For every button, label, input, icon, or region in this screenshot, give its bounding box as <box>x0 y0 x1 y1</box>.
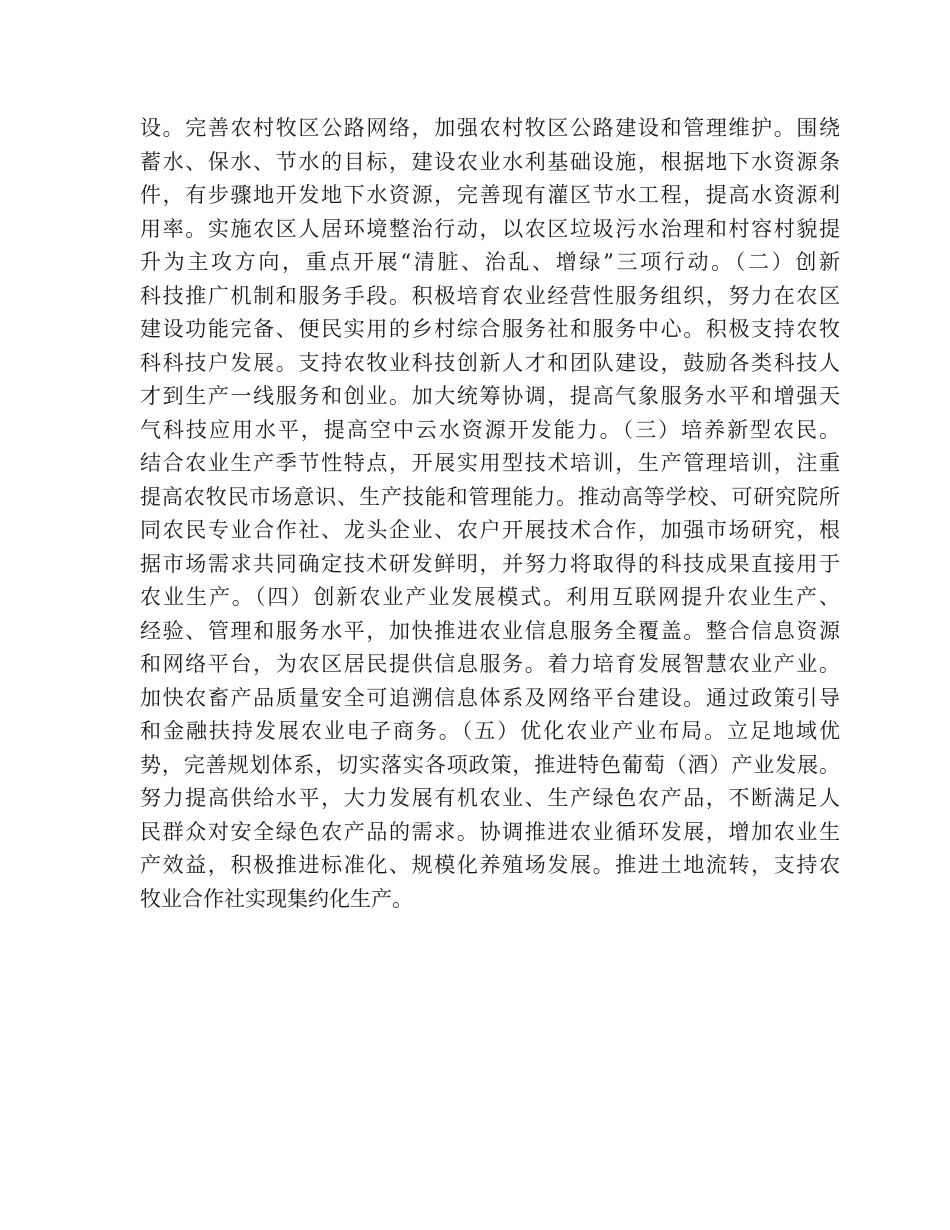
text-line: 努力提高供给水平，大力发展有机农业、生产绿色农产品，不断满足人 <box>140 786 840 810</box>
text-line: 气科技应用水平，提高空中云水资源开发能力。（三）培养新型农民。 <box>140 417 840 442</box>
body-paragraph <box>140 112 840 916</box>
text-line: 科科技户发展。支持农牧业科技创新人才和团队建设，鼓励各类科技人 <box>140 350 840 375</box>
text-line: 经验、管理和服务水平，加快推进农业信息服务全覆盖。整合信息资源 <box>140 618 840 643</box>
text-line: 加快农畜产品质量安全可追溯信息体系及网络平台建设。通过政策引导 <box>140 685 840 710</box>
text-line: 建设功能完备、便民实用的乡村综合服务社和服务中心。积极支持农牧 <box>140 317 840 341</box>
text-line: 产效益，积极推进标准化、规模化养殖场发展。推进土地流转，支持农 <box>140 853 840 877</box>
text-line: 用率。实施农区人居环境整治行动，以农区垃圾污水治理和村容村貌提 <box>140 216 840 241</box>
text-line: 提高农牧民市场意识、生产技能和管理能力。推动高等学校、可研究院所 <box>140 484 840 509</box>
text-line: 牧业合作社实现集约化生产。 <box>140 886 413 911</box>
text-line: 设。完善农村牧区公路网络，加强农村牧区公路建设和管理维护。围绕 <box>140 116 840 140</box>
text-line: 势，完善规划体系，切实落实各项政策，推进特色葡萄（酒）产业发展。 <box>140 752 840 777</box>
text-line: 和网络平台，为农区居民提供信息服务。着力培育发展智慧农业产业。 <box>140 652 840 676</box>
text-line: 升为主攻方向，重点开展“清脏、治乱、增绿”三项行动。（二）创新 <box>140 250 840 274</box>
text-line: 同农民专业合作社、龙头企业、农户开展技术合作，加强市场研究，根 <box>140 518 840 542</box>
text-line: 据市场需求共同确定技术研发鲜明，并努力将取得的科技成果直接用于 <box>140 551 840 576</box>
text-line: 件，有步骤地开发地下水资源，完善现有灌区节水工程，提高水资源利 <box>140 183 840 207</box>
text-line: 结合农业生产季节性特点，开展实用型技术培训，生产管理培训，注重 <box>140 451 840 475</box>
text-line: 和金融扶持发展农业电子商务。（五）优化农业产业布局。立足地域优 <box>140 719 840 743</box>
text-line: 蓄水、保水、节水的目标，建设农业水利基础设施，根据地下水资源条 <box>140 149 840 174</box>
text-line: 农业生产。（四）创新农业产业发展模式。利用互联网提升农业生产、 <box>140 585 840 609</box>
text-line: 才到生产一线服务和创业。加大统筹协调，提高气象服务水平和增强天 <box>140 384 840 408</box>
text-line: 科技推广机制和服务手段。积极培育农业经营性服务组织，努力在农区 <box>140 283 840 308</box>
text-line: 民群众对安全绿色农产品的需求。协调推进农业循环发展，增加农业生 <box>140 819 840 844</box>
